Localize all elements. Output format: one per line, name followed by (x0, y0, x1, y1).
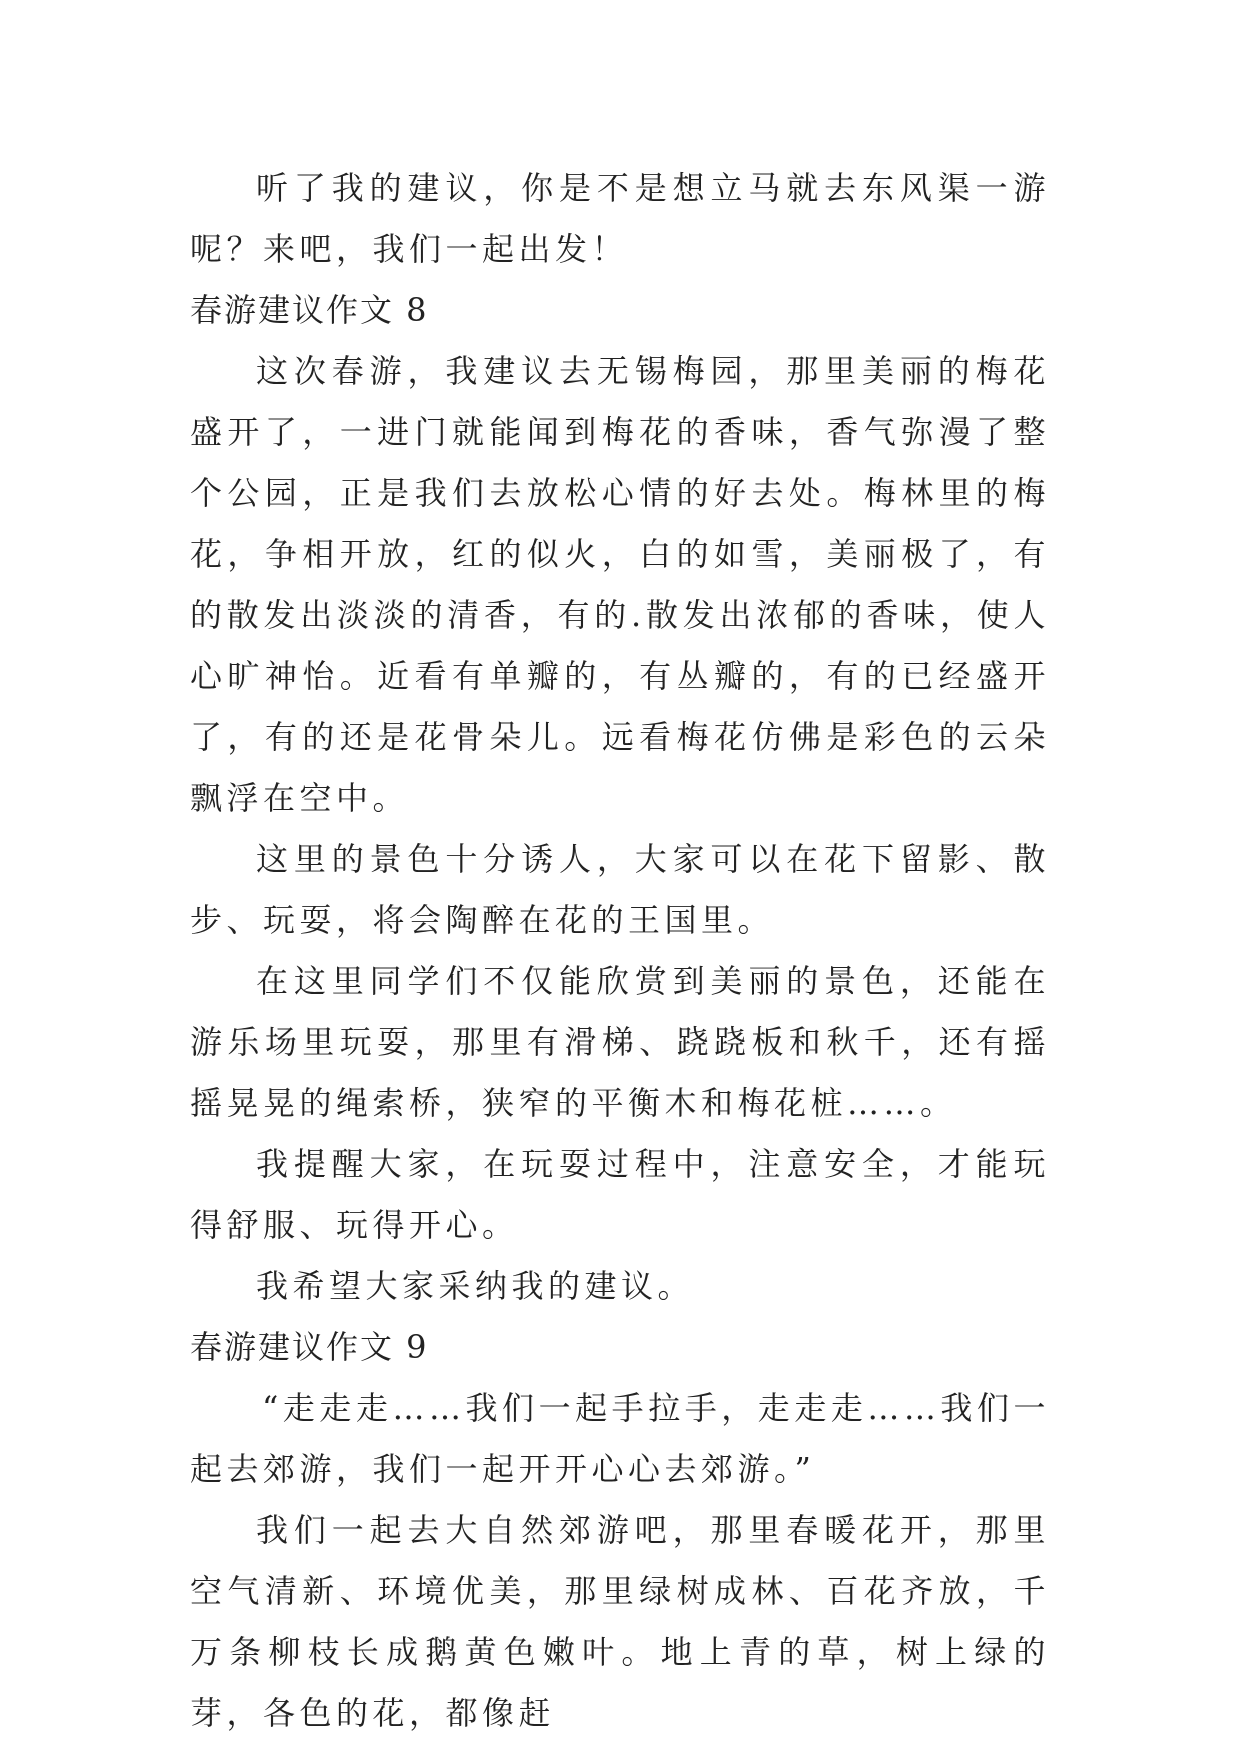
paragraph: 我希望大家采纳我的建议。 (256, 1267, 695, 1305)
paragraph: 这次春游，我建议去无锡梅园，那里美丽的梅花盛开了，一进门就能闻到梅花的香味，香气弥漫了整个公园，正是我们去放松心情的好去处。梅林里的梅花，争相开放，红的似火，白的如雪，美丽极了，有的散发出淡淡的清香，有的.散发出浓郁的香味，使人心旷神怡。近看有单瓣的，有丛瓣的，有的已经盛开了，有的还是花骨朵儿。远看梅花仿佛是彩色的云朵飘浮在空中。 (190, 352, 1050, 817)
paragraph: 听了我的建议，你是不是想立马就去东风渠一游呢？来吧，我们一起出发！ (190, 169, 1050, 268)
paragraph: 我提醒大家，在玩耍过程中，注意安全，才能玩得舒服、玩得开心。 (190, 1145, 1050, 1244)
document-body (190, 158, 1050, 1744)
paragraph: 在这里同学们不仅能欣赏到美丽的景色，还能在游乐场里玩耍，那里有滑梯、跷跷板和秋千，还有摇摇晃晃的绳索桥，狭窄的平衡木和梅花桩……。 (190, 962, 1050, 1122)
paragraph: “走走走……我们一起手拉手，走走走……我们一起去郊游，我们一起开开心心去郊游。” (190, 1389, 1050, 1488)
section-heading: 春游建议作文 8 (190, 291, 429, 329)
section-heading: 春游建议作文 9 (190, 1328, 429, 1366)
paragraph: 我们一起去大自然郊游吧，那里春暖花开，那里空气清新、环境优美，那里绿树成林、百花齐放，千万条柳枝长成鹅黄色嫩叶。地上青的草，树上绿的芽，各色的花，都像赶 (190, 1511, 1050, 1732)
paragraph: 这里的景色十分诱人，大家可以在花下留影、散步、玩耍，将会陶醉在花的王国里。 (190, 840, 1050, 939)
